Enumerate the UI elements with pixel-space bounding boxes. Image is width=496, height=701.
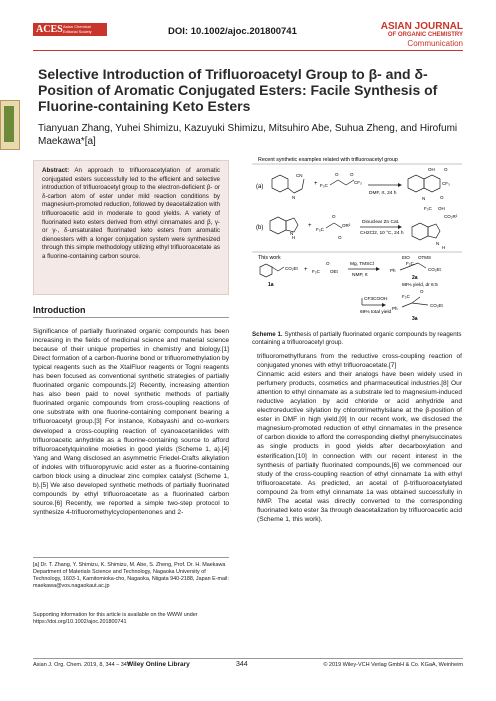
svg-text:Ph: Ph	[392, 306, 398, 311]
header-rule	[33, 50, 463, 51]
svg-text:O: O	[326, 261, 330, 266]
svg-text:CO₂Et: CO₂Et	[285, 266, 298, 271]
pyruvate-structure	[326, 223, 342, 228]
yield-2a: 88% yield, dr 6:5	[402, 283, 438, 288]
svg-text:+: +	[304, 267, 308, 273]
wiley-online-library-link[interactable]: Wiley Online Library	[127, 661, 190, 668]
svg-text:F₃C: F₃C	[402, 294, 410, 299]
scheme-1-figure	[252, 155, 462, 327]
cond-b2: CH2Cl2, 10 °C, 24 h	[360, 231, 404, 236]
svg-text:O: O	[420, 289, 424, 294]
quinolinone-structure	[408, 175, 440, 192]
indole-structure	[270, 217, 298, 234]
svg-text:O: O	[338, 235, 342, 240]
svg-text:O: O	[335, 172, 339, 177]
journal-cover-art	[4, 106, 14, 142]
this-work-label: This work	[258, 255, 281, 261]
scheme-caption-label: Scheme 1.	[252, 331, 283, 338]
compound-1a: 1a	[268, 282, 274, 288]
svg-text:N: N	[292, 195, 296, 200]
svg-text:CO₂Et: CO₂Et	[430, 303, 443, 308]
scheme-caption-text: Synthesis of partially fluorinated organic compounds by reagents containing a trifluoroacetyl group.	[252, 331, 462, 346]
introduction-text-left: Significance of partially fluorinated organic compounds has been increasing in the fields of medicinal science and material science because of their unique properties in chemistry and biology.[1] Direct formation of a carbon-fluorine bond or trifluoromethylation by typical reagents such as the XtalFluor reagents or Togni reagents has been focused as conventional synthetic strategies of partially fluorinated organic compounds.[2] Recently, increasing attention has also been paid to novel synthetic methods of partially fluorinated organic compounds from cross-coupling reactions of one substrate with one fluorine-containing component bearing a trifluoroacetyl group.[3] For instance, Kobayashi and co-workers developed a cross-coupling reaction of cyanoacetanilides with trifluoroacetic anhydride as a fluorine-containing source to afford trifluoroacetylquinoline moieties in good yields (Scheme 1, a).[4] Yang and Wang disclosed an asymmetric Friedel-Crafts alkylation of indoles with trifluoropyruvic acid ester as a fluorine-containing carbon block using a dinuclear zinc complex catalyst (Scheme 1, b).[5] We also developed synthetic methods of partially fluorinated compounds by ethyl trifluoroacetate as a fluorinated carbon source.[6] Recently, we reported a simple two-step protocol to synthesize 4-trifluoromethylcyclopentenones and 2-	[33, 328, 229, 516]
doi[interactable]: DOI: 10.1002/ajoc.201800741	[168, 26, 297, 37]
svg-text:OH: OH	[438, 206, 445, 211]
supporting-info-note[interactable]: Supporting information for this article is available on the WWW under https://doi.org/10.1002/ajoc.201800741	[33, 612, 198, 625]
svg-text:CO₂R²: CO₂R²	[444, 214, 458, 219]
svg-text:N: N	[436, 241, 440, 246]
svg-text:+: +	[308, 223, 312, 229]
page-number: 344	[236, 661, 248, 668]
scheme-label-b: (b)	[256, 225, 264, 231]
scheme-caption	[252, 331, 462, 347]
abstract-text: An approach to trifluoroacetylation of aromatic conjugated esters successfully led to the efficient and selective introduction of trifluoroacetyl group to the electron-deficient β- or δ-carbon atom of ester under mild reaction conditions by magnesium-promoted reduction, followed by deacetalization with trifluoroacetic acid in moderate to good yields. A variety of fluorinated keto esters derived from ethyl cinnamates and β, γ- or γ-, δ-unsaturated fluorinated keto esters from aromatic dienoesters with a longer conjugation system were synthesized through this simple methodology utilizing ethyl trifluoroacetate as a fluorine-containing carbon source.	[42, 167, 220, 260]
svg-text:OR²: OR²	[342, 223, 351, 228]
svg-text:OTMS: OTMS	[418, 255, 431, 260]
scheme-label-a: (a)	[256, 184, 264, 190]
article-title: Selective Introduction of Trifluoroacetyl Group to β- and δ-Position of Aromatic Conjugated Esters: Facile Synthesis of Fluorine-containing Keto Esters	[38, 66, 438, 114]
svg-text:EtO: EtO	[402, 255, 410, 260]
cond-b1: Dinuclear Zn Cat.	[362, 220, 400, 225]
svg-text:Ph: Ph	[390, 268, 396, 273]
introduction-text-right: trifluoromethylfurans from the reductive cross-coupling reaction of conjugated ynones with ethyl trifluoroacetate.[7] Cinnamic acid esters and their analogs have been widely used in perfumery products, cosmetics and pharmaceutical industries.[8] Our attention to ethyl cinnamate as a substrate led to magnesium-induced reductive acylation by acid chloride or acid anhydride and electroreductive silylation by chlorotrimethylsilane at the β-position of ester in DMF in high yield.[9] In our recent work, we disclosed the magnesium-promoted reduction of ethyl cinnamates in the presence of carbon dioxide to afford the corresponding diethyl phenylsuccinates as single products in good yields after decarboxylation and esterification.[10] In connection with our recent interest in the synthesis of partially fluorinated compounds,[6] we commenced our study of the cross-coupling reaction of ethyl cinnamate 1a with ethyl trifluoroacetate. As predicted, an acetal of β-trifluoroacetylated compound 2a from ethyl cinnamate 1a was obtained successfully in NMP. The acetal was directly converted to the corresponding fluorinated keto ester 3a through deacetalization by trifluoroacetic acid (Scheme 1, this work).	[257, 353, 462, 523]
svg-text:O: O	[332, 214, 336, 219]
indole-product-structure	[412, 223, 440, 240]
affiliation-footnote: [a] Dr. T. Zhang, Y. Shimizu, K. Shimizu, M. Abe, S. Zheng, Prof. Dr. H. Maekawa Department of Materials Science and Technology, Nagaoka University of Technology, 1603-1, Kamitomioka-cho, Nagaoka, Niigata 940-2188, Japan E-mail: maekawa@vos.nagaokaut.ac.jp	[33, 562, 229, 589]
svg-text:H: H	[292, 235, 296, 240]
author-list: Tianyuan Zhang, Yuhei Shimizu, Kazuyuki Shimizu, Mitsuhiro Abe, Suhua Zheng, and Hirofumi Maekawa*[a]	[38, 123, 458, 147]
svg-text:CF₃: CF₃	[354, 180, 362, 185]
svg-text:F₃C: F₃C	[424, 206, 432, 211]
svg-text:OH: OH	[428, 167, 435, 172]
svg-text:N: N	[290, 231, 294, 236]
footnote-rule	[33, 557, 229, 558]
journal-subname: OF ORGANIC CHEMISTRY	[387, 32, 463, 38]
svg-text:F₃C: F₃C	[312, 269, 320, 274]
copyright: © 2019 Wiley-VCH Verlag GmbH & Co. KGaA, Weinheim	[323, 662, 463, 668]
cond-3: CF3COOH	[364, 297, 388, 302]
journal-name: ASIAN JOURNAL	[380, 21, 463, 32]
svg-text:N: N	[422, 196, 426, 201]
footer-rule	[33, 658, 463, 659]
aces-logo-text: ACES	[36, 24, 63, 35]
tfaa-structure	[330, 180, 354, 185]
reagent-1: Mg, TMSCl	[350, 262, 374, 267]
svg-text:CF₃: CF₃	[442, 181, 450, 186]
aces-logo-subtitle: Asian Chemical Editorial Society	[63, 24, 92, 34]
cond-a: DMF, rt, 24 h	[369, 191, 397, 196]
svg-text:H: H	[442, 245, 446, 250]
yield-3a: 69% total yield	[360, 310, 392, 315]
citation: Asian J. Org. Chem. 2019, 8, 344 – 347	[33, 662, 130, 668]
compound-3a: 3a	[412, 316, 418, 322]
svg-text:O: O	[440, 195, 444, 200]
article-type: Communication	[407, 39, 463, 48]
introduction-rule	[33, 317, 229, 318]
cinnamate-structure	[260, 264, 284, 277]
svg-text:CN: CN	[296, 173, 303, 178]
svg-text:F₃C: F₃C	[406, 261, 414, 266]
svg-text:F₃C: F₃C	[316, 227, 324, 232]
introduction-heading: Introduction	[33, 305, 86, 315]
svg-text:CO₂Et: CO₂Et	[428, 267, 441, 272]
abstract-box	[33, 160, 229, 295]
svg-text:O: O	[350, 172, 354, 177]
svg-text:OEt: OEt	[330, 269, 338, 274]
scheme-heading: Recent synthetic examples related with trifluoroacetyl group	[258, 157, 398, 163]
reagent-2: NMP, rt	[352, 273, 368, 278]
svg-text:O: O	[444, 167, 448, 172]
svg-text:F₃C: F₃C	[320, 183, 328, 188]
compound-2a: 2a	[412, 275, 418, 281]
abstract-label: Abstract:	[42, 167, 70, 174]
svg-text:+: +	[314, 181, 318, 187]
